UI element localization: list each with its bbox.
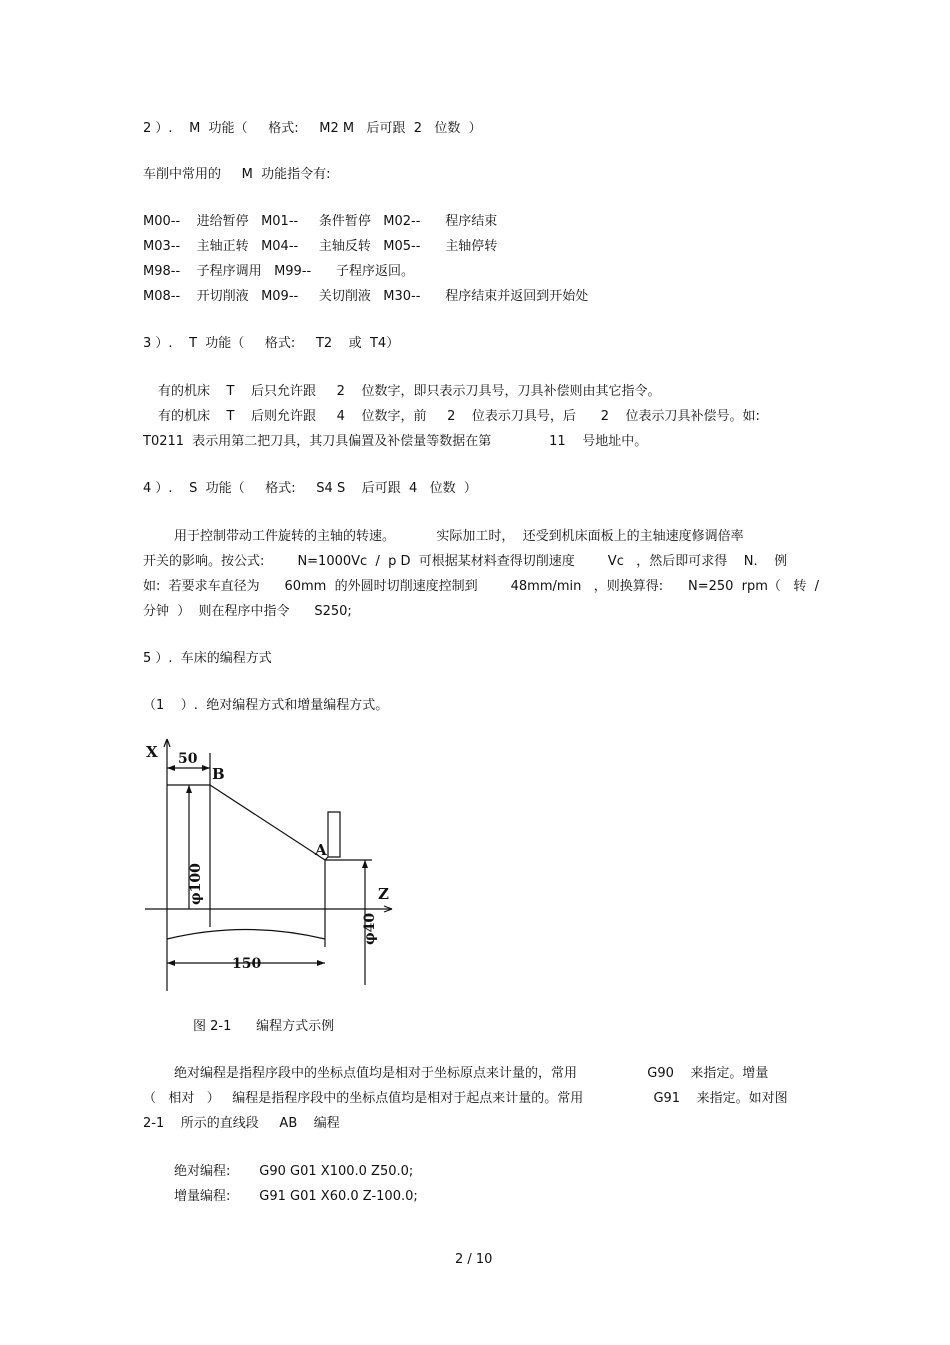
line-segment-ab [210,785,325,860]
subsection-absolute-incremental: （1 ）. 绝对编程方式和增量编程方式。 [143,698,389,713]
z-axis-label: Z [378,885,389,903]
page-number: 2 / 10 [455,1252,493,1267]
section-programming-heading: 5 ）. 车床的编程方式 [143,651,272,666]
m-codes-row-3: M98-- 子程序调用 M99-- 子程序返回。 [143,264,415,279]
absolute-programming-example: 绝对编程: G90 G01 X100.0 Z50.0; [174,1164,414,1179]
m-function-intro: 车削中常用的 M 功能指令有: [143,167,331,182]
s-function-para-line-2: 开关的影响。按公式: N=1000Vc / p D 可根据某材料查得切削速度 Vc ，然后即可求得 N. 例 [143,554,788,569]
s-function-para-line-4: 分钟 ） 则在程序中指令 S250; [143,604,352,619]
programming-para-line-2: （ 相对 ） 编程是指程序段中的坐标点值均是相对于起点来计量的。常用 G91 来指定。如对图 [143,1091,788,1106]
point-a-label: A [315,841,327,859]
point-b-label: B [212,765,225,783]
s-function-para-line-3: 如: 若要求车直径为 60mm 的外圆时切削速度控制到 48mm/min ，则换算得: N=250 rpm（ 转 / [143,579,819,594]
m-codes-row-4: M08-- 开切削液 M09-- 关切削液 M30-- 程序结束并返回到开始处 [143,289,589,304]
section-t-function-heading: 3 ）. T 功能（ 格式: T2 或 T4） [143,336,400,351]
figure-caption: 图 2-1 编程方式示例 [193,1019,335,1034]
programming-para-line-3: 2-1 所示的直线段 AB 编程 [143,1116,340,1131]
section-m-function-heading: 2 ）. M 功能（ 格式: M2 M 后可跟 2 位数 ） [143,121,482,136]
t-function-para-1: 有的机床 T 后只允许跟 2 位数字，即只表示刀具号，刀具补偿则由其它指令。 [158,384,661,399]
cutting-tool [328,812,340,857]
section-s-function-heading: 4 ）. S 功能（ 格式: S4 S 后可跟 4 位数 ） [143,481,477,496]
m-codes-row-2: M03-- 主轴正转 M04-- 主轴反转 M05-- 主轴停转 [143,239,498,254]
programming-para-line-1: 绝对编程是指程序段中的坐标点值均是相对于坐标原点来计量的，常用 G90 来指定。增量 [174,1066,769,1081]
m-codes-row-1: M00-- 进给暂停 M01-- 条件暂停 M02-- 程序结束 [143,214,498,229]
incremental-programming-example: 增量编程: G91 G01 X60.0 Z-100.0; [174,1189,418,1204]
dimension-50-label: 50 [178,751,198,767]
programming-diagram [140,735,410,995]
dimension-150-label: 150 [232,956,262,972]
t-function-para-2: 有的机床 T 后则允许跟 4 位数字，前 2 位表示刀具号，后 2 位表示刀具补偿号。如: [158,409,760,424]
t-function-para-3: T0211 表示用第二把刀具，其刀具偏置及补偿量等数据在第 11 号地址中。 [143,434,648,449]
s-function-para-line-1: 用于控制带动工件旋转的主轴的转速。 实际加工时， 还受到机床面板上的主轴速度修调倍率 [174,529,744,544]
dimension-40-label: φ40 [362,912,378,945]
workpiece-arc [167,930,325,940]
dimension-100-label: φ100 [188,863,204,905]
x-axis-label: X [146,743,158,761]
